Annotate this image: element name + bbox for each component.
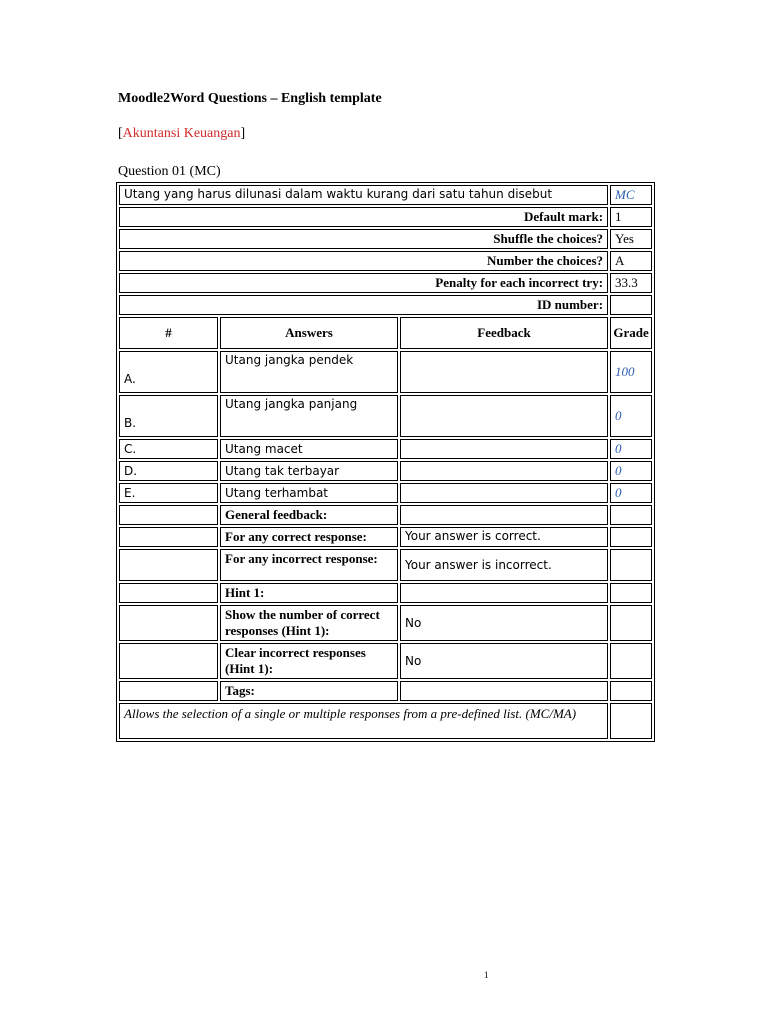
default-mark-label: Default mark: — [119, 207, 608, 227]
answer-feedback — [400, 461, 608, 481]
page-number: 1 — [484, 970, 489, 980]
empty-cell — [119, 583, 218, 603]
empty-cell — [119, 605, 218, 641]
empty-cell — [119, 643, 218, 679]
answer-feedback — [400, 483, 608, 503]
general-feedback-label: General feedback: — [220, 505, 398, 525]
show-number-value: No — [400, 605, 608, 641]
answer-grade: 0 — [610, 483, 652, 503]
empty-cell — [610, 583, 652, 603]
tags-value — [400, 681, 608, 701]
numbering-label: Number the choices? — [119, 251, 608, 271]
answer-feedback — [400, 351, 608, 393]
answer-text: Utang tak terbayar — [220, 461, 398, 481]
answer-text: Utang jangka panjang — [220, 395, 398, 437]
empty-cell — [119, 549, 218, 581]
clear-incorrect-value: No — [400, 643, 608, 679]
question-label: Question 01 (MC) — [118, 164, 221, 179]
tags-label: Tags: — [220, 681, 398, 701]
answer-letter: A. — [119, 351, 218, 393]
answer-feedback — [400, 439, 608, 459]
empty-cell — [610, 549, 652, 581]
empty-cell — [610, 703, 652, 739]
clear-incorrect-label: Clear incorrect responses (Hint 1): — [220, 643, 398, 679]
question-text: Utang yang harus dilunasi dalam waktu kurang dari satu tahun disebut — [119, 185, 608, 205]
penalty-value: 33.3 — [610, 273, 652, 293]
answer-letter: B. — [119, 395, 218, 437]
empty-cell — [119, 681, 218, 701]
empty-cell — [119, 505, 218, 525]
correct-feedback-label: For any correct response: — [220, 527, 398, 547]
footer-note: Allows the selection of a single or multiple responses from a pre-defined list. (MC/MA) — [119, 703, 608, 739]
numbering-value: A — [610, 251, 652, 271]
general-feedback-value — [400, 505, 608, 525]
answer-letter: D. — [119, 461, 218, 481]
header-answers: Answers — [220, 317, 398, 349]
shuffle-label: Shuffle the choices? — [119, 229, 608, 249]
empty-cell — [610, 505, 652, 525]
category-line — [118, 126, 245, 142]
empty-cell — [610, 643, 652, 679]
answer-text: Utang jangka pendek — [220, 351, 398, 393]
answer-grade: 0 — [610, 461, 652, 481]
shuffle-value: Yes — [610, 229, 652, 249]
document-title: Moodle2Word Questions – English template — [118, 91, 382, 106]
header-feedback: Feedback — [400, 317, 608, 349]
incorrect-feedback-label: For any incorrect response: — [220, 549, 398, 581]
hint-label: Hint 1: — [220, 583, 398, 603]
question-table — [116, 182, 655, 742]
correct-feedback-value: Your answer is correct. — [400, 527, 608, 547]
answer-feedback — [400, 395, 608, 437]
answer-letter: E. — [119, 483, 218, 503]
id-number-value — [610, 295, 652, 315]
answer-grade: 0 — [610, 439, 652, 459]
category-name: Akuntansi Keuangan — [122, 126, 241, 141]
category-open-bracket: [ — [118, 126, 123, 141]
default-mark-value: 1 — [610, 207, 652, 227]
empty-cell — [119, 527, 218, 547]
empty-cell — [610, 527, 652, 547]
answer-text: Utang terhambat — [220, 483, 398, 503]
id-number-label: ID number: — [119, 295, 608, 315]
show-number-label: Show the number of correct responses (Hint 1): — [220, 605, 398, 641]
header-number: # — [119, 317, 218, 349]
empty-cell — [610, 605, 652, 641]
answer-text: Utang macet — [220, 439, 398, 459]
answer-letter: C. — [119, 439, 218, 459]
answer-grade: 0 — [610, 395, 652, 437]
answer-grade: 100 — [610, 351, 652, 393]
hint-value — [400, 583, 608, 603]
empty-cell — [610, 681, 652, 701]
header-grade: Grade — [610, 317, 652, 349]
category-close-bracket: ] — [240, 126, 246, 141]
incorrect-feedback-value: Your answer is incorrect. — [400, 549, 608, 581]
question-type: MC — [610, 185, 652, 205]
penalty-label: Penalty for each incorrect try: — [119, 273, 608, 293]
